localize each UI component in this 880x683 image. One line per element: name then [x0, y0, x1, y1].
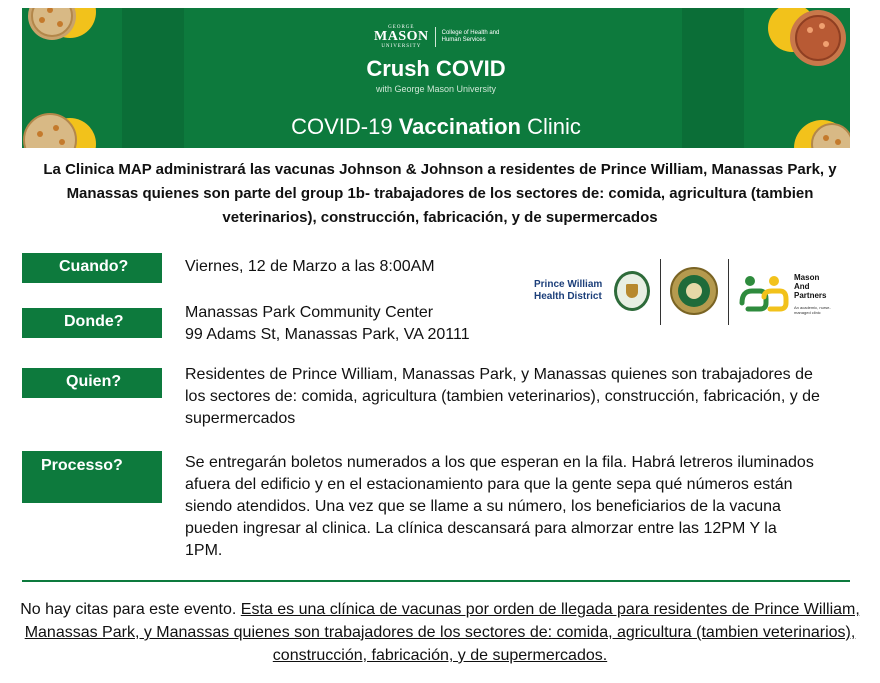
county-seal-icon — [670, 267, 718, 315]
gmu-bottom: UNIVERSITY — [381, 44, 422, 49]
virus-icon — [22, 8, 122, 48]
quien-label-box — [22, 368, 162, 398]
logo-divider — [660, 259, 661, 325]
logo-divider — [435, 27, 436, 47]
gmu-name: MASON — [374, 29, 429, 44]
quien-label: Quien? — [66, 373, 122, 390]
banner-subtitle: with George Mason University — [375, 84, 497, 94]
clinic-title-post: Clinic — [520, 114, 581, 139]
donde-line1: Manassas Park Community Center — [185, 304, 434, 321]
cuando-label-box — [22, 253, 162, 283]
pwhd-line2: Health District — [534, 291, 602, 302]
cuando-text: Viernes, 12 de Marzo a las 8:00AM — [185, 258, 435, 275]
footer-plain: No hay citas para este evento. — [20, 601, 241, 618]
logo-divider — [728, 259, 729, 325]
mason-partners-tagline: An academic, nurse-managed clinic — [794, 305, 831, 315]
clinic-title-bold: Vaccination — [398, 114, 521, 139]
quien-text: Residentes de Prince William, Manassas Park, y Manassas quienes son trabajadores de los sectores de: comida, agricultura (tambien veterinarios), construcción, fabricación, y de supermercados — [185, 366, 820, 427]
pwhd-line1: Prince William — [534, 279, 603, 290]
pwhd-emblem-icon — [614, 271, 650, 311]
footer-note — [14, 598, 866, 667]
pwhd-logo-text — [534, 279, 602, 303]
clinic-title — [22, 114, 850, 140]
gmu-top: GEORGE — [388, 25, 415, 30]
gmu-wordmark — [374, 25, 429, 49]
mason-partners-name — [794, 273, 826, 300]
donde-text — [185, 302, 585, 346]
clinic-title-pre: COVID-19 — [291, 114, 399, 139]
section-divider — [22, 580, 850, 582]
map-line1: Mason — [794, 273, 820, 282]
donde-line2: 99 Adams St, Manassas Park, VA 20111 — [185, 326, 470, 343]
footer-underlined: Esta es una clínica de vacunas por orden de llegada para residentes de Prince William, Manassas Park, y Manassas quienes son trabajadores de los sectores de: comida, agricultura (tambien veterinarios), construcción, fabricación, y de supermercados. — [24, 601, 860, 664]
banner-title: Crush COVID — [366, 56, 506, 81]
college-name: College of Health and Human Services — [441, 30, 500, 43]
processo-label-box — [22, 451, 162, 503]
cuando-label: Cuando? — [59, 258, 129, 275]
donde-label: Donde? — [64, 313, 124, 330]
header-banner — [22, 8, 850, 148]
gmu-logo — [374, 24, 504, 50]
map-line3: Partners — [794, 291, 827, 300]
processo-text: Se entregarán boletos numerados a los que esperan en la fila. Habrá letreros iluminados afuera del edificio y en el estacionamiento para que la gente sepa qué números están siendo atendidos. Una vez que se llame a su número, los beneficiarios de la vacuna pueden ingresar al clinica. La clínica descansará para almorzar entre las 12PM Y la 1PM. — [185, 454, 814, 559]
mason-partners-icon — [738, 273, 790, 313]
map-line2: And — [794, 282, 810, 291]
donde-label-box — [22, 308, 162, 338]
intro-text: La Clinica MAP administrará las vacunas Johnson & Johnson a residentes de Prince William, Manassas Park, y Manassas quienes son parte del group 1b- trabajadores de los sectores de: comida, agricultura (tambien veterinarios), construcción, fabricación, y de supermercados — [43, 161, 837, 226]
processo-label: Processo? — [41, 457, 123, 474]
